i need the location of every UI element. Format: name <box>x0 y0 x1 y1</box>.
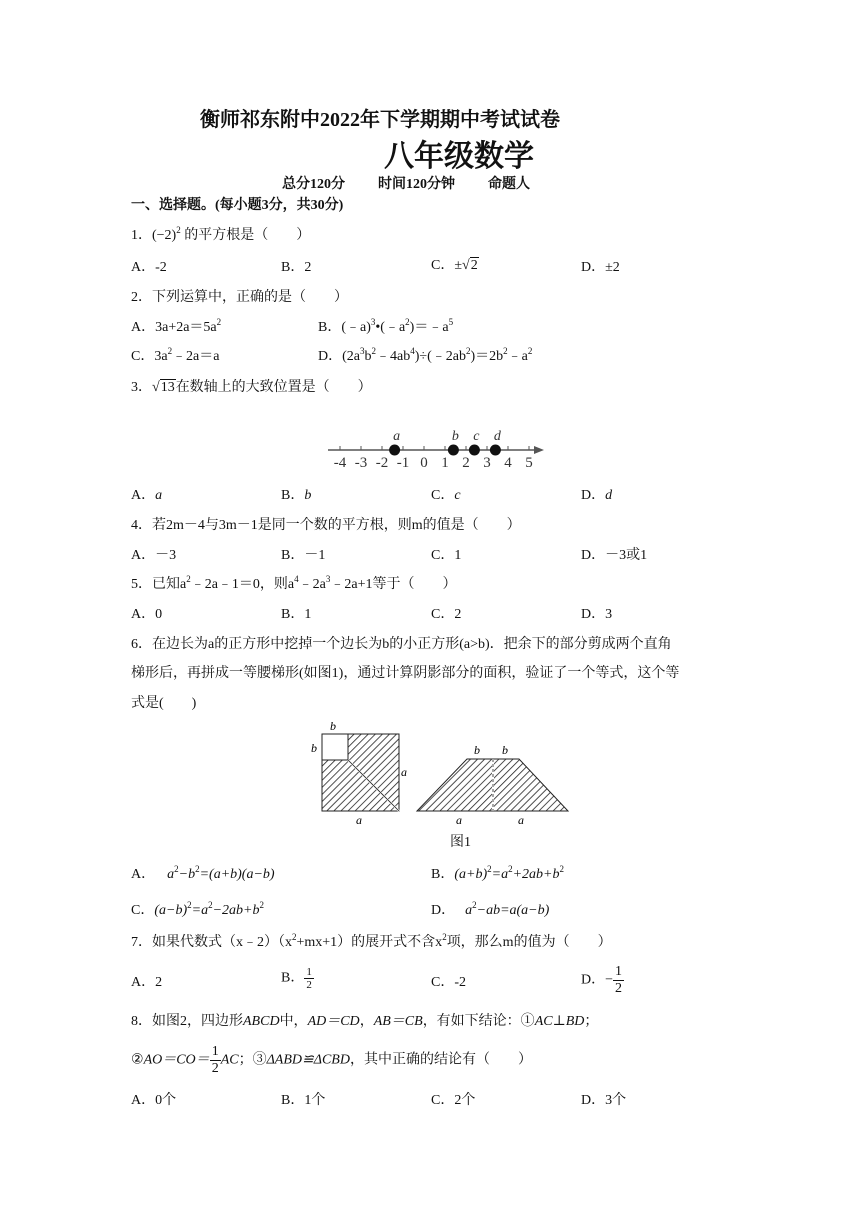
q7-option-c[interactable]: C．-2 <box>431 975 466 990</box>
number-line-tick-label: 3 <box>483 455 491 471</box>
label-a-bottom: a <box>356 813 362 827</box>
number-line-point-label: b <box>451 429 459 444</box>
question-6-line1: 6．在边长为a的正方形中挖掉一个边长为b的小正方形(a>b)．把余下的部分剪成两个直角 <box>131 637 672 652</box>
question-8-line1: 8．如图2，四边形ABCD中，AD＝CD，AB＝CB，有如下结论：①AC⊥BD； <box>131 1014 599 1029</box>
q6-option-d[interactable]: D． $a^2-ab=a(a-b)$ <box>431 900 550 918</box>
q7-option-d[interactable]: D．− $\frac{1}{2}$ <box>581 964 623 996</box>
q8-option-c[interactable]: C．2个 <box>431 1093 476 1108</box>
q3-option-b[interactable]: B．b <box>281 488 312 503</box>
q2-option-a[interactable]: A．$3a+2a=5a^2$ <box>131 317 222 335</box>
number-line-tick-label: 2 <box>462 455 470 471</box>
q3-option-a[interactable]: A．a <box>131 488 163 503</box>
q3-radicand: 13 <box>160 380 175 395</box>
small-square <box>322 734 348 760</box>
q6-option-b[interactable]: B．$(a+b)^2=a^2+2ab+b^2$ <box>431 864 564 882</box>
number-line-tick-label: -1 <box>396 455 410 471</box>
trap-label-a1: a <box>456 813 462 827</box>
number-line-tick-label: -4 <box>333 455 347 471</box>
trap-label-a2: a <box>518 813 524 827</box>
question-3: 3．√13在数轴上的大致位置是（ ） <box>131 380 372 395</box>
total-score: 总分120分 <box>282 177 345 192</box>
question-8-line2: ②AO＝CO＝ $\frac{1}{2}$ AC；③ΔABD≌ΔCBD，其中正确的结论有（ ） <box>131 1044 532 1076</box>
q7-option-b[interactable]: B． $\frac{1}{2}$ <box>281 966 312 991</box>
trap-label-b2: b <box>502 743 508 757</box>
number-line-arrow <box>534 446 544 454</box>
q1-option-c[interactable]: C．±√2 <box>431 258 478 273</box>
label-b-left: b <box>311 741 317 755</box>
number-line-point-d <box>490 445 501 456</box>
q8-option-d[interactable]: D．3个 <box>581 1093 627 1108</box>
q2-option-b[interactable]: B．$(﹣a)^3•(﹣a^2)=﹣a^5$ <box>318 317 454 335</box>
q5-option-b[interactable]: B．1 <box>281 607 312 622</box>
section-heading: 一、选择题。(每小题3分，共30分) <box>131 198 344 213</box>
q8-fraction: $\frac{1}{2}$ <box>211 1044 219 1076</box>
q7-option-a[interactable]: A．2 <box>131 975 163 990</box>
q1-option-a[interactable]: A．-2 <box>131 260 167 275</box>
exam-title: 衡师祁东附中2022年下学期期中考试试卷 <box>200 109 560 131</box>
author: 命题人 <box>488 177 530 192</box>
q1-c-radicand: 2 <box>470 258 478 273</box>
label-b-top: b <box>330 719 336 733</box>
question-7: 7．如果代数式$(x﹣2)(x^2+mx+1)$的展开式不含$x^2$项，那么m的值为（ ） <box>131 932 612 950</box>
q4-option-b[interactable]: B．－1 <box>281 548 326 563</box>
q1-option-d[interactable]: D．±2 <box>581 260 620 275</box>
question-2: 2．下列运算中，正确的是（ ） <box>131 290 348 305</box>
q8-option-b[interactable]: B．1个 <box>281 1093 326 1108</box>
question-4: 4．若2m－4与3m－1是同一个数的平方根，则m的值是（ ） <box>131 518 521 533</box>
q6-option-c[interactable]: C．$(a-b)^2=a^2-2ab+b^2$ <box>131 900 264 918</box>
figure-1-caption: 图1 <box>450 835 471 850</box>
number-line-tick-label: -2 <box>375 455 389 471</box>
q1-c-prefix: C．± <box>431 258 463 273</box>
exam-meta <box>282 178 530 192</box>
number-line-tick-label: -3 <box>354 455 368 471</box>
q6-option-a[interactable]: A． $a^2-b^2=(a+b)(a-b)$ <box>131 864 275 882</box>
q5-option-a[interactable]: A．0 <box>131 607 163 622</box>
q3-option-d[interactable]: D．d <box>581 488 613 503</box>
figure-1 <box>306 718 576 828</box>
number-line-figure <box>326 422 546 472</box>
q1-option-b[interactable]: B．2 <box>281 260 312 275</box>
subject-title: 八年级数学 <box>384 139 534 174</box>
trap-label-b1: b <box>474 743 480 757</box>
q4-option-c[interactable]: C．1 <box>431 548 462 563</box>
question-5: 5．已知$a^2﹣2a﹣1=0$，则$a^4﹣2a^3﹣2a+1$等于（ ） <box>131 574 457 592</box>
number-line-point-label: d <box>493 429 501 444</box>
number-line-tick-label: 4 <box>504 455 512 471</box>
q1-text: 的平方根是（ ） <box>180 228 311 243</box>
number-line-point-b <box>448 445 459 456</box>
q4-option-d[interactable]: D．－3或1 <box>581 548 648 563</box>
q1-expr: (−2) <box>152 228 177 243</box>
q5-option-d[interactable]: D．3 <box>581 607 613 622</box>
q4-option-a[interactable]: A．－3 <box>131 548 177 563</box>
number-line-tick-label: 1 <box>441 455 449 471</box>
q8-option-a[interactable]: A．0个 <box>131 1093 177 1108</box>
number-line-tick-label: 0 <box>420 455 428 471</box>
q2-option-c[interactable]: C．$3a^2﹣2a=a$ <box>131 346 220 364</box>
question-1 <box>131 225 311 243</box>
label-a-right: a <box>401 765 407 779</box>
q1-exp: 2 <box>176 225 181 235</box>
question-6-line3: 式是( ) <box>131 696 197 711</box>
q1-number: 1． <box>131 228 152 243</box>
time-limit: 时间120分钟 <box>378 177 455 192</box>
q5-option-c[interactable]: C．2 <box>431 607 462 622</box>
q7-d-fraction: $\frac{1}{2}$ <box>615 964 623 996</box>
number-line-tick-label: 5 <box>525 455 533 471</box>
question-6-line2: 梯形后，再拼成一等腰梯形(如图1)，通过计算阴影部分的面积，验证了一个等式，这个等 <box>131 666 680 681</box>
number-line-point-label: a <box>393 429 401 444</box>
q2-option-d[interactable]: D．$(2a^3b^2﹣4ab^4)\div(﹣2ab^2)=2b^2﹣a^2$ <box>318 346 533 364</box>
q7-b-fraction: $\frac{1}{2}$ <box>306 966 312 991</box>
number-line-point-label: c <box>473 429 480 444</box>
q3-option-c[interactable]: C．c <box>431 488 461 503</box>
number-line-point-c <box>469 445 480 456</box>
number-line-point-a <box>389 445 400 456</box>
